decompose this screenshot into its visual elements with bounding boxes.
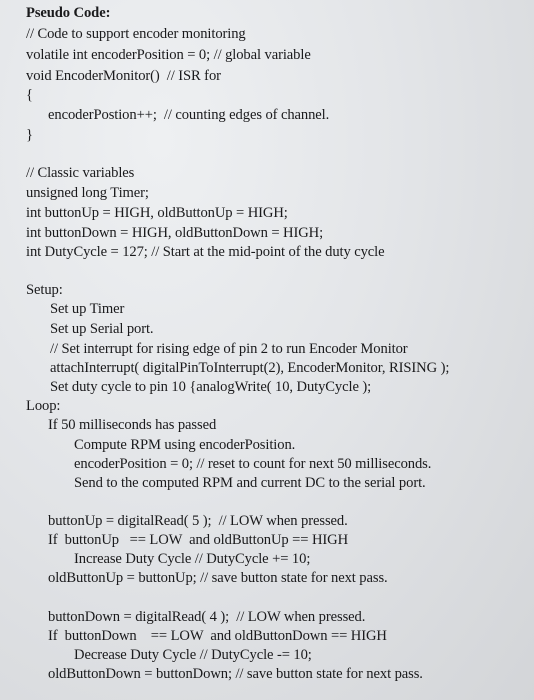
code-line: int DutyCycle = 127; // Start at the mid-point of the duty cycle — [26, 244, 385, 260]
code-line: Send to the computed RPM and current DC to the serial port. — [74, 475, 426, 491]
code-line: oldButtonDown = buttonDown; // save button state for next pass. — [48, 666, 423, 682]
code-line: unsigned long Timer; — [26, 185, 149, 201]
code-line: If buttonDown == LOW and oldButtonDown == HIGH — [48, 628, 387, 644]
code-line: int buttonUp = HIGH, oldButtonUp = HIGH; — [26, 205, 288, 221]
code-line: Set duty cycle to pin 10 {analogWrite( 10, DutyCycle ); — [50, 379, 372, 395]
document-title: Pseudo Code: — [26, 5, 111, 21]
code-line: void EncoderMonitor() // ISR for — [26, 68, 221, 84]
code-line: { — [26, 87, 33, 103]
code-line: // Code to support encoder monitoring — [26, 26, 246, 42]
code-line: Decrease Duty Cycle // DutyCycle -= 10; — [74, 647, 312, 663]
code-line: buttonUp = digitalRead( 5 ); // LOW when pressed. — [48, 513, 348, 529]
code-line: volatile int encoderPosition = 0; // global variable — [26, 47, 311, 63]
code-line: Set up Timer — [50, 301, 125, 317]
code-line: encoderPosition = 0; // reset to count for next 50 milliseconds. — [74, 456, 432, 472]
code-line: // Set interrupt for rising edge of pin 2 to run Encoder Monitor — [50, 341, 408, 357]
code-line: Increase Duty Cycle // DutyCycle += 10; — [74, 551, 311, 567]
code-line: Set up Serial port. — [50, 321, 154, 337]
code-line: int buttonDown = HIGH, oldButtonDown = HIGH; — [26, 225, 324, 241]
code-line: Loop: — [26, 398, 61, 414]
code-line: If 50 milliseconds has passed — [48, 417, 217, 433]
code-line: Compute RPM using encoderPosition. — [74, 437, 296, 453]
code-line: encoderPostion++; // counting edges of channel. — [48, 107, 330, 123]
code-line: // Classic variables — [26, 165, 135, 181]
code-line: Setup: — [26, 282, 63, 298]
code-line: oldButtonUp = buttonUp; // save button state for next pass. — [48, 570, 388, 586]
code-line: If buttonUp == LOW and oldButtonUp == HIGH — [48, 532, 349, 548]
code-line: buttonDown = digitalRead( 4 ); // LOW when pressed. — [48, 609, 366, 625]
code-line: attachInterrupt( digitalPinToInterrupt(2), EncoderMonitor, RISING ); — [50, 360, 450, 376]
code-line: } — [26, 127, 33, 143]
